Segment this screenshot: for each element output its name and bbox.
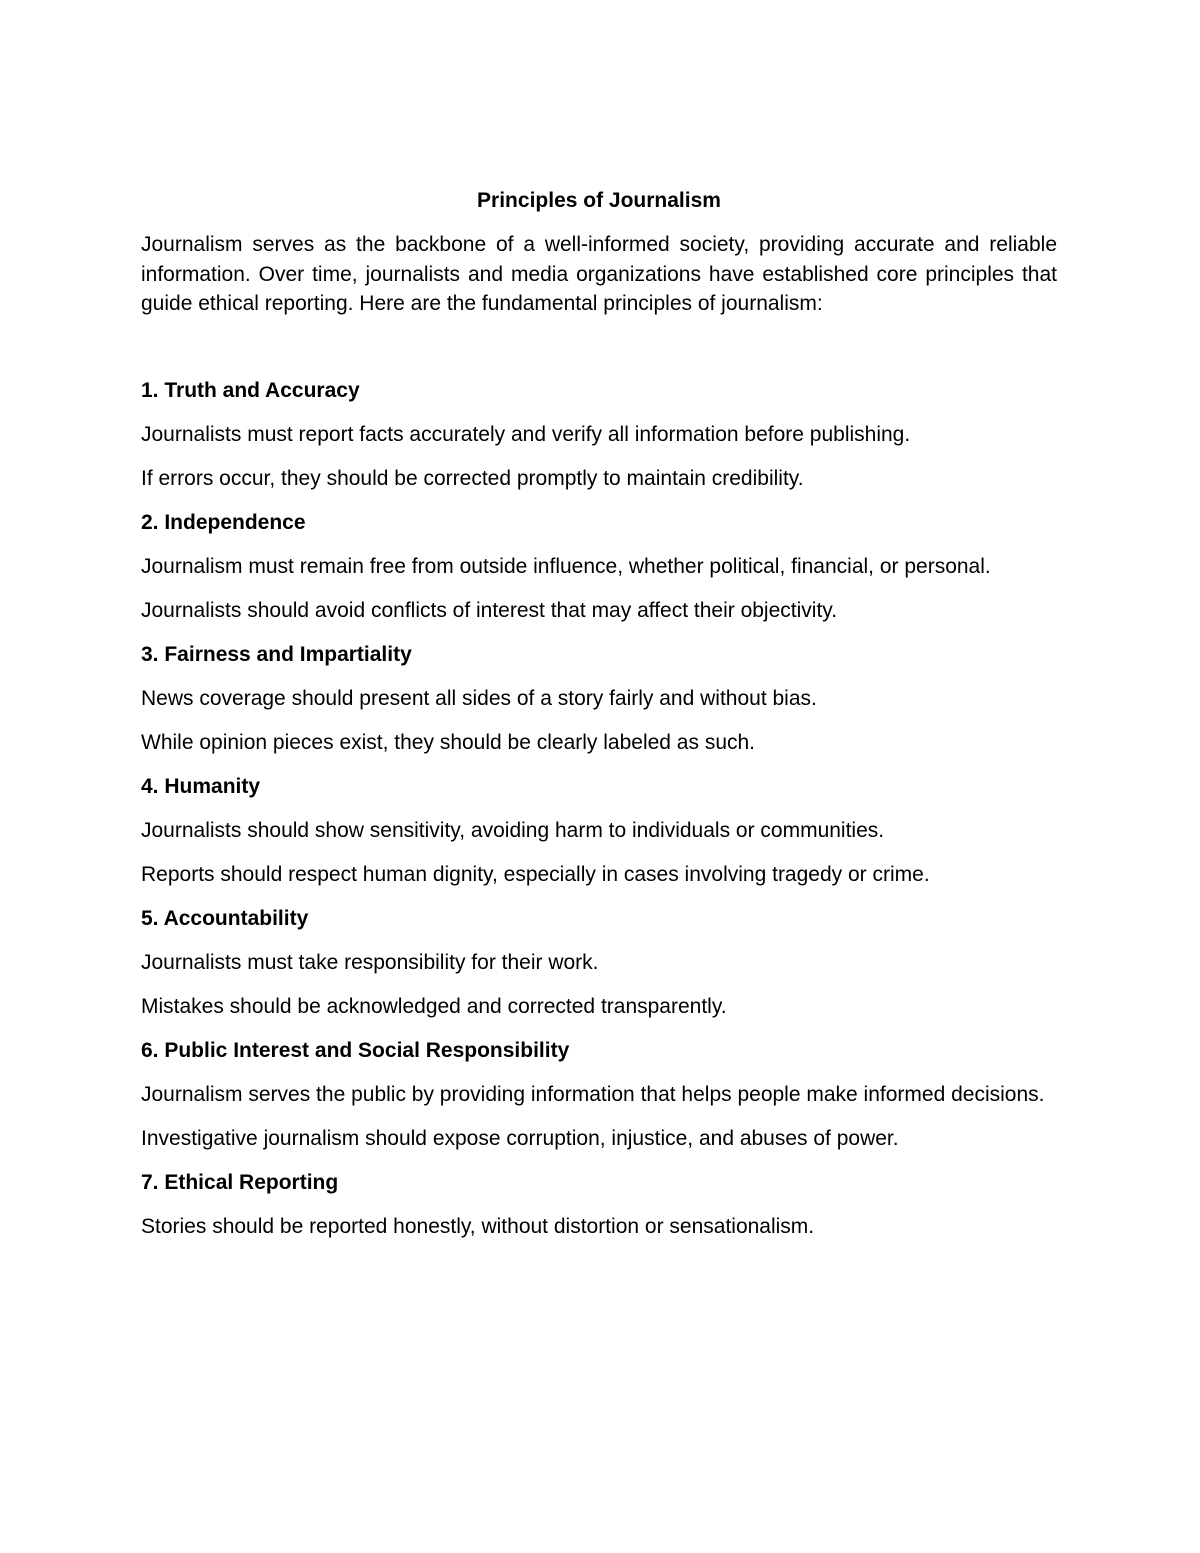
- section-heading: 6. Public Interest and Social Responsibility: [141, 1038, 570, 1062]
- section-public-interest: [141, 1036, 1057, 1154]
- section-paragraph: News coverage should present all sides of a story fairly and without bias.: [141, 686, 817, 710]
- section-paragraph: If errors occur, they should be corrected promptly to maintain credibility.: [141, 467, 804, 490]
- section-paragraph: Journalism must remain free from outside influence, whether political, financial, or personal.: [141, 554, 991, 578]
- intro-paragraph: Journalism serves as the backbone of a well-informed society, providing accurate and reliable information. Over time, journalists and media organizations have established core principles that guide ethical reporting. Here are the fundamental principles of journalism:: [141, 233, 1057, 315]
- document-title: Principles of Journalism: [477, 189, 721, 212]
- section-paragraph: Investigative journalism should expose corruption, injustice, and abuses of power.: [141, 1127, 899, 1150]
- section-paragraph: Stories should be reported honestly, without distortion or sensationalism.: [141, 1214, 815, 1238]
- section-heading: 4. Humanity: [141, 774, 261, 798]
- section-paragraph: Mistakes should be acknowledged and corrected transparently.: [141, 995, 727, 1018]
- section-heading: 2. Independence: [141, 510, 306, 534]
- section-heading: 7. Ethical Reporting: [141, 1170, 339, 1194]
- section-heading: 5. Accountability: [141, 906, 309, 930]
- section-accountability: [141, 904, 1057, 1022]
- section-paragraph: While opinion pieces exist, they should be clearly labeled as such.: [141, 731, 756, 754]
- section-ethical-reporting: [141, 1168, 1057, 1242]
- section-independence: [141, 508, 1057, 626]
- section-heading: 1. Truth and Accuracy: [141, 378, 360, 402]
- section-paragraph: Reports should respect human dignity, especially in cases involving tragedy or crime.: [141, 863, 930, 886]
- section-heading: 3. Fairness and Impartiality: [141, 642, 412, 666]
- section-truth-accuracy: [141, 376, 1057, 494]
- section-paragraph: Journalists must report facts accurately and verify all information before publishing.: [141, 422, 911, 446]
- section-fairness-impartiality: [141, 640, 1057, 758]
- document-body: [141, 186, 1057, 1255]
- section-paragraph: Journalists must take responsibility for their work.: [141, 950, 599, 974]
- section-humanity: [141, 772, 1057, 890]
- section-paragraph: Journalists should avoid conflicts of interest that may affect their objectivity.: [141, 599, 838, 622]
- section-paragraph: Journalists should show sensitivity, avoiding harm to individuals or communities.: [141, 818, 885, 842]
- section-paragraph: Journalism serves the public by providing information that helps people make informed decisions.: [141, 1082, 1045, 1106]
